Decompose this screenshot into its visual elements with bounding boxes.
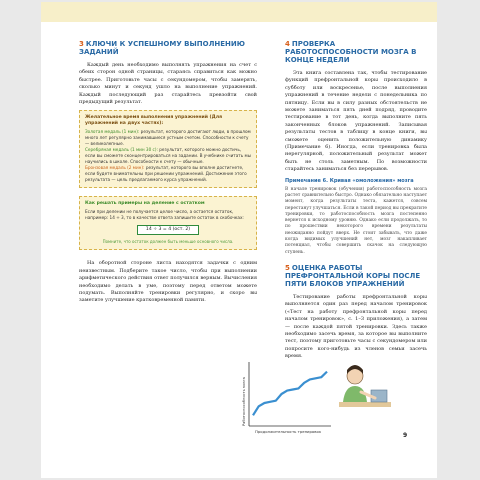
paragraph: На оборотной стороне листа находятся задачки с одним неизвестным. Подберите такое число, чтобы при выполнении арифметического действия ответ получился верным. Вычисления необходимо делать в уме, поэтому перед ответом можете подумать. Выполняйте тренировки регулярно, и скоро вы заметите улучшение кратковременной памяти. bbox=[79, 260, 257, 304]
paragraph: Тестирование работы префронтальной коры выполняется один раз перед началом тренировок («Тест на работу префронтальной коры перед началом тренировок», с. 1–3 приложения), а затем — после каждой пятой тренировки. Здесь также необходимо засечь время, за которое вы выполните тест, поэтому приготовьте часы с секундомером или попросите кого-нибудь из членов семьи засечь время. bbox=[285, 293, 427, 360]
section-number: 4 bbox=[285, 40, 290, 48]
formula-example: 14 ÷ 3 = 4 (ост. 2) bbox=[137, 225, 199, 235]
section-title: ПРОВЕРКА РАБОТОСПОСОБНОСТИ МОЗГА В КОНЦЕ НЕДЕЛИ bbox=[285, 40, 417, 64]
y-axis-label: Работоспособность мозга bbox=[242, 377, 246, 426]
x-axis-label: Продолжительность тренировок bbox=[255, 429, 322, 434]
paragraph: Каждый день необходимо выполнять упражнения на счет с обеих сторон одной страницы, стараясь справиться как можно быстрее. Приготовьте часы с секундомером, чтобы замерять, сколько минут и секунд ушло на выполнение упражнений. Каждый последующий раз старайтесь превзойти свой предыдущий результат. bbox=[79, 62, 257, 106]
box-title: Как решать примеры на деление с остатком bbox=[85, 201, 205, 207]
box-line: Серебряная медаль (1 мин 30 с): результат, которого можно достичь, если вы сможете сконцентрироваться на задании. В учебнике считать мы научились в школе. Способности к счету — обычные. bbox=[85, 147, 252, 165]
page-number: 9 bbox=[403, 432, 408, 439]
person-illustration bbox=[339, 365, 391, 407]
note-title: Примечание 6. Кривая «омоложения» мозга bbox=[285, 177, 414, 184]
silver-label: Серебряная медаль (1 мин 30 с): bbox=[85, 147, 158, 153]
desk bbox=[339, 402, 391, 407]
brain-curve-chart bbox=[41, 2, 437, 478]
note-text: В начале тренировок (обучения) работоспособность мозга растет сравнительно быстро. Однако обязательно наступает момент, когда результаты теста, кажется, совсем перестанут улучшаться. Если в такой период вы прекратите тренировки, то работоспособность мозга постепенно вернется к исходному уровню. Однако если продолжать, то по прошествии некоторого времени результаты неожиданно пойдут вверх. Не стоит забывать, что даже когда видимых улучшений нет, мозг накапливает потенциал, чтобы совершить скачок на следующую ступень. bbox=[285, 186, 427, 255]
data-line bbox=[253, 372, 327, 416]
box-line: Золотая медаль (1 мин): результат, которого достигают люди, в прошлом много лет регулярно занимавшиеся устным счетом. Способности к счету — великолепные. bbox=[85, 129, 251, 147]
box-note: Помните, что остаток должен быть меньше основного числа. bbox=[102, 239, 234, 245]
gold-label: Золотая медаль (1 мин): bbox=[85, 129, 140, 135]
box-line: Бронзовая медаль (2 мин): результат, которого вы вполне достигнете, если будете внимательны при решении упражнений. Достижение этого результата — цель предлагаемого курса упражнений. bbox=[85, 165, 247, 183]
box-title: Желательное время выполнения упражнений (Для упражнений на двух частях): bbox=[85, 115, 223, 127]
section-title: КЛЮЧИ К УСПЕШНОМУ ВЫПОЛНЕНИЮ ЗАДАНИЙ bbox=[79, 40, 245, 56]
box-text: Если при делении не получается целое число, а остается остаток, например: 14 ÷ 3, то в качестве ответа запишите остаток в скобочках: bbox=[85, 209, 244, 221]
section-number: 3 bbox=[79, 40, 84, 48]
paragraph: Эта книга составлена так, чтобы тестирование функций префронтальной коры происходило в субботу или воскресенье, после выполнения упражнений в течение недели с понедельника по пятницу. Если вы в силу разных обстоятельств не можете заниматься пять дней подряд, проводите тестирование в тот день, когда выполните пять законченных блоков упражнений. Записывая результаты тестов в таблицу в конце книги, вы сможете оценить положительную динамику (Примечание 6). Иногда, если тренировка была нерегулярной, положительный результат может быть не столь заметным. По возможности старайтесь заниматься без перерывов. bbox=[285, 70, 427, 173]
section-number: 5 bbox=[285, 263, 290, 272]
book-page bbox=[41, 2, 437, 478]
section-title: ОЦЕНКА РАБОТЫ ПРЕФРОНТАЛЬНОЙ КОРЫ ПОСЛЕ ПЯТИ БЛОКОВ УПРАЖНЕНИЙ bbox=[285, 263, 421, 288]
bronze-label: Бронзовая медаль (2 мин): bbox=[85, 165, 145, 171]
